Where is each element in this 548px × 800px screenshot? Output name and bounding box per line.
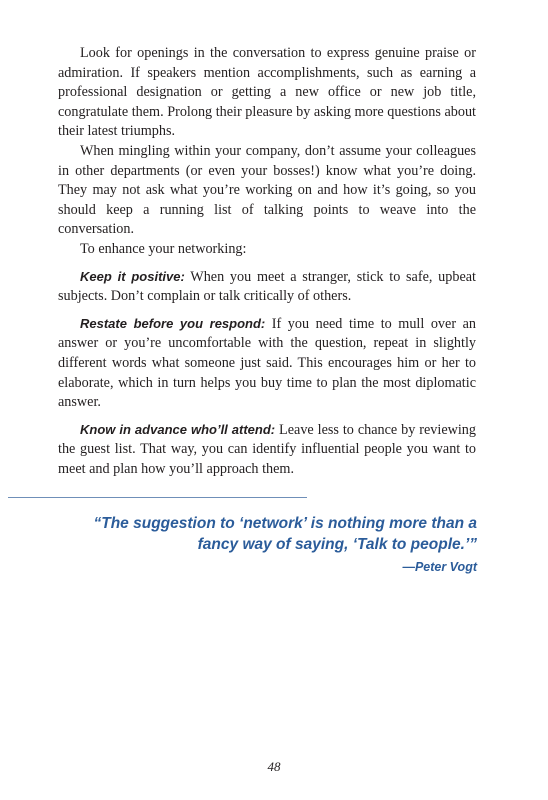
tip-text: Leave less to chance by reviewing the guest list. That way, you can identify influential people you want to meet and plan how you’ll approach them.: [58, 421, 476, 477]
tip-text: If you need time to mull over an answer or you’re uncomfortable with the question, repeat in slightly different words what someone just said. This encourages him or her to elaborate, which in turn helps you buy time to plan the most diplomatic answer.: [58, 315, 476, 411]
article-body: [58, 44, 476, 479]
tip-know-attendees: [58, 420, 476, 480]
quote-attribution: —Peter Vogt: [402, 560, 477, 574]
divider-rule: [8, 497, 307, 498]
paragraph-praise: Look for openings in the conversation to express genuine praise or admiration. If speakers mention accomplishments, such as earning a professional designation or getting a new office or new job title, congratulate them. Prolong their pleasure by asking more questions about their latest triumphs.: [58, 45, 476, 140]
paragraph-mingling: When mingling within your company, don’t assume your colleagues in other departments (or even your bosses!) know what you’re doing. They may not ask what you’re working on and how it’s going, so you should keep a running list of talking points to weave into the conversation.: [58, 142, 476, 238]
tip-heading: Keep it positive:: [80, 268, 185, 284]
tip-heading: Restate before you respond:: [80, 315, 266, 331]
tip-heading: Know in advance who’ll attend:: [80, 421, 276, 437]
tip-text: When you meet a stranger, stick to safe, upbeat subjects. Don’t complain or talk critically of others.: [58, 268, 476, 305]
paragraph-intro-list: To enhance your networking:: [80, 240, 247, 257]
tip-restate: [58, 314, 476, 413]
page-number: 48: [267, 759, 281, 774]
tip-keep-positive: [58, 267, 476, 307]
pull-quote: [80, 514, 477, 555]
pull-quote-line: “The suggestion to ‘network’ is nothing more than a: [93, 515, 477, 532]
pull-quote-line: fancy way of saying, ‘Talk to people.’”: [197, 535, 477, 553]
